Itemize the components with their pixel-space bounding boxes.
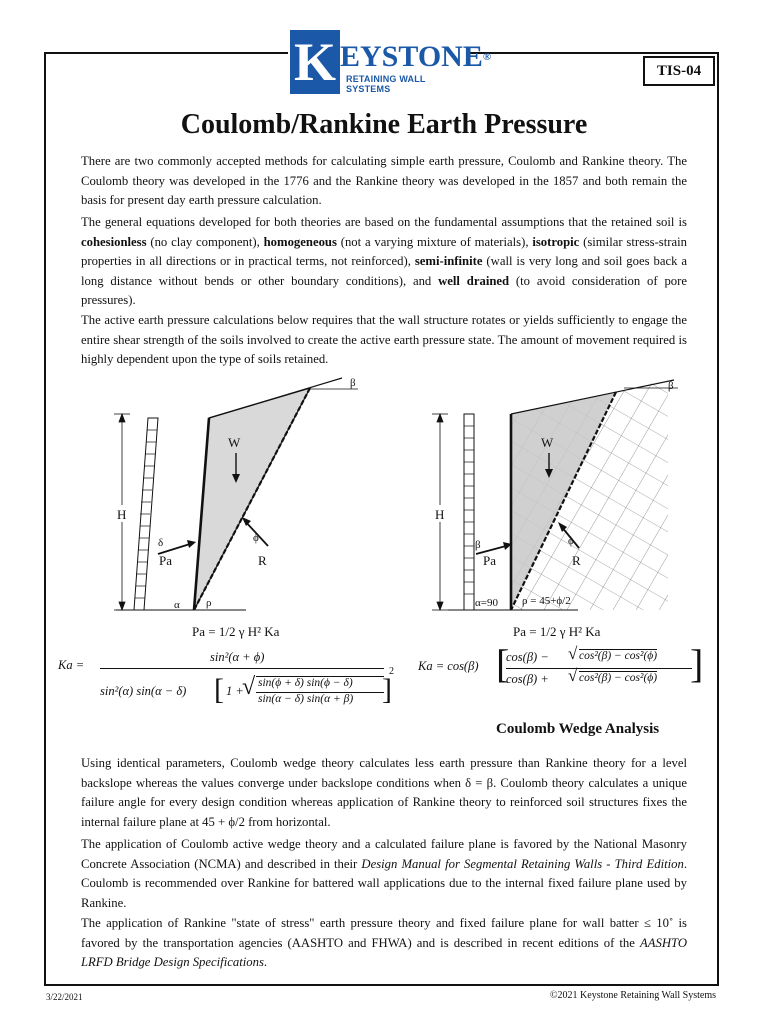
coulomb-formula-lhs: Ka = (58, 658, 85, 672)
rho-label: ρ (206, 597, 212, 609)
intro-paragraph-2: The general equations developed for both theories are based on the fundamental assumptions that the retained soil is cohesionless (no clay component), homogeneous (not a varying mixture of materials), isotropic (similar stress-strain properties in all directions or in practical terms, not reinforced), semi-infinite (wall is very long and soil goes back a long distance without bends or other boundary conditions), and well drained (to avoid consideration of pore pressures). (81, 215, 687, 307)
beta-label: β (350, 377, 356, 389)
page-title: Coulomb/Rankine Earth Pressure (180, 109, 588, 140)
section-heading: Coulomb Wedge Analysis (496, 721, 660, 737)
coulomb-bracket-one: 1 + (226, 684, 244, 698)
footer-date: 3/22/2021 (46, 992, 83, 1002)
body-paragraph-3: The application of Rankine "state of stress" earth pressure theory and fixed failure plane for wall batter ≤ 10˚ is favored by the transportation agencies (AASHTO and FHWA) and is described in recent editions of the AASHTO LRFD Bridge Design Specifications. (81, 916, 687, 969)
rankine-fraction-bar (506, 668, 692, 669)
rankine-formula-lhs: Ka = cos(β) (418, 659, 479, 673)
pa-arrowhead (187, 540, 196, 548)
intro-paragraph-1: There are two commonly accepted methods for calculating simple earth pressure, Coulomb and Rankine theory. The Coulomb theory was developed in the 1776 and the Rankine theory was developed in the 1857 and both remain the basis for present day earth pressure calculation. (81, 154, 687, 207)
body-paragraph-2: The application of Coulomb active wedge theory and a calculated failure plane is favored by the National Masonry Concrete Association (NCMA) and described in their Design Manual for Segmental Retaining Walls - Third Edition. Coulomb is recommended over Rankine for battered wall applications due to the internal fixed failure plane used by Rankine. (81, 837, 688, 910)
height-label: H (117, 507, 127, 522)
rankine-beta-small-label: β (475, 539, 481, 551)
logo-name: EYSTONE® (340, 40, 492, 73)
r-arrowhead (242, 517, 251, 526)
rankine-pa-label: Pa (483, 553, 496, 568)
coulomb-sqrt-sign: √ (242, 674, 256, 700)
rankine-r-label: R (572, 553, 581, 568)
keystone-logo (288, 30, 492, 98)
doc-id-box: TIS-04 (643, 56, 715, 86)
body-paragraph-1: Using identical parameters, Coulomb wedge theory calculates less earth pressure than Rankine theory for a level backslope whereas the values converge under backslope conditions when δ = β. Coulomb theory calculates a unique failure angle for every design condition whereas application of Rankine theory to reinforced soil structures fixes the internal failure plane at 45 + ϕ/2 from horizontal. (81, 756, 687, 829)
coulomb-formula (58, 650, 398, 712)
rankine-den-b: cos²(β) − cos²(ϕ) (579, 672, 658, 684)
coulomb-formula-numerator: sin²(α + ϕ) (210, 650, 265, 664)
logo-subtitle: RETAINING WALL SYSTEMS (346, 74, 426, 94)
footer-copyright: ©2021 Keystone Retaining Wall Systems (549, 990, 716, 1001)
rankine-pressure-equation: Pa = 1/2 γ H² Ka (513, 624, 601, 639)
r-label: R (258, 553, 267, 568)
rankine-num-sqrt: √ (568, 644, 578, 663)
coulomb-fraction-bar (100, 668, 384, 669)
rankine-figure (428, 370, 704, 642)
coulomb-power: 2 (389, 666, 394, 677)
intro-paragraph-3: The active earth pressure calculations below requires that the wall structure rotates or yields sufficiently to engage the entire shear strength of the soils involved to create the active earth pressure state. The amount of movement required is highly dependent upon the type of soils retained. (81, 313, 687, 366)
rankine-alpha-label: α=90 (475, 597, 498, 609)
rankine-phi-label: ϕ (568, 535, 574, 547)
pa-label: Pa (159, 553, 172, 568)
weight-label: W (228, 435, 241, 450)
delta-label: δ (158, 537, 164, 549)
coulomb-formula-denominator: sin²(α) sin(α − δ) (100, 684, 187, 698)
pressure-equation: Pa = 1/2 γ H² Ka (192, 624, 280, 639)
rankine-left-bracket: [ (496, 641, 510, 686)
alpha-label: α (174, 599, 180, 611)
rankine-num-b: cos²(β) − cos²(ϕ) (579, 650, 658, 662)
rankine-num-a: cos(β) − (506, 650, 549, 664)
phi-label: ϕ (253, 532, 259, 544)
rankine-den-sqrt: √ (568, 666, 578, 685)
logo-k-block: K (290, 30, 340, 94)
rankine-den-a: cos(β) + (506, 672, 549, 686)
rankine-height-label: H (435, 507, 445, 522)
rankine-block-column (464, 414, 474, 610)
rankine-beta-label: β (668, 380, 674, 392)
rankine-rho-label: ρ = 45+ϕ/2 (522, 595, 571, 607)
coulomb-left-bracket: [ (214, 673, 224, 706)
rankine-formula (418, 641, 704, 692)
rankine-weight-label: W (541, 435, 554, 450)
wall-block-column (134, 418, 158, 610)
coulomb-root-denominator: sin(α − δ) sin(α + β) (258, 693, 354, 705)
coulomb-right-bracket: ] (382, 673, 392, 706)
coulomb-wedge-figure (96, 370, 388, 642)
rankine-right-bracket: ] (690, 641, 704, 686)
coulomb-root-numerator: sin(ϕ + δ) sin(ϕ − δ) (258, 677, 353, 689)
